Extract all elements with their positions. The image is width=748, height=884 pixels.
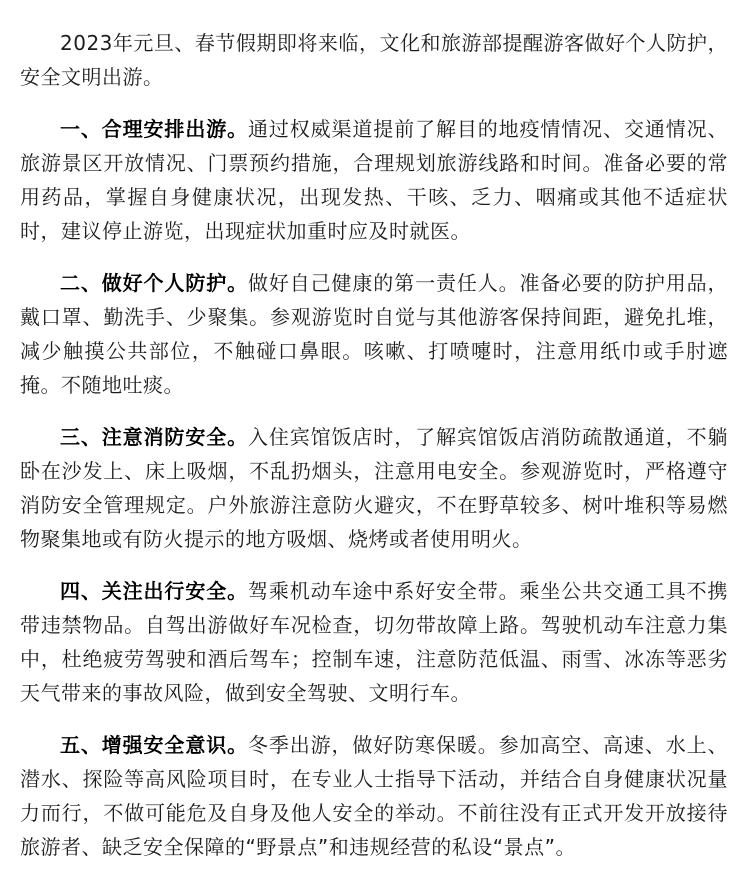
section-4-paragraph: [20, 574, 728, 710]
section-1-paragraph: [20, 112, 728, 248]
section-5-paragraph: [20, 728, 728, 864]
section-3-heading: 三、注意消防安全。: [60, 425, 248, 449]
section-1-heading: 一、合理安排出游。: [60, 117, 248, 141]
section-2-paragraph: [20, 266, 728, 402]
section-2-body: 做好自己健康的第一责任人。准备必要的防护用品，戴口罩、勤洗手、少聚集。参观游览时自觉与其他游客保持间距，避免扎堆，减少触摸公共部位，不触碰口鼻眼。咳嗽、打喷嚏时，注意用纸巾或手肘遮掩。不随地吐痰。: [20, 271, 729, 397]
section-1-body: 通过权威渠道提前了解目的地疫情情况、交通情况、旅游景区开放情况、门票预约措施，合理规划旅游线路和时间。准备必要的常用药品，掌握自身健康状况，出现发热、干咳、乏力、咽痛或其他不适症状时，建议停止游览，出现症状加重时应及时就医。: [20, 117, 729, 243]
section-5-heading: 五、增强安全意识。: [60, 733, 248, 757]
intro-paragraph: 2023年元旦、春节假期即将来临，文化和旅游部提醒游客做好个人防护，安全文明出游。: [20, 31, 728, 89]
section-5-body: 冬季出游，做好防寒保暖。参加高空、高速、水上、潜水、探险等高风险项目时，在专业人士指导下活动，并结合自身健康状况量力而行，不做可能危及自身及他人安全的举动。不前往没有正式开发开放接待旅游者、缺乏安全保障的“野景点”和违规经营的私设“景点”。: [20, 733, 729, 859]
section-2-heading: 二、做好个人防护。: [60, 271, 248, 295]
section-4-heading: 四、关注出行安全。: [60, 579, 248, 603]
section-3-paragraph: [20, 420, 728, 556]
section-3-body: 入住宾馆饭店时，了解宾馆饭店消防疏散通道，不躺卧在沙发上、床上吸烟，不乱扔烟头，注意用电安全。参观游览时，严格遵守消防安全管理规定。户外旅游注意防火避灾，不在野草较多、树叶堆积等易燃物聚集地或有防火提示的地方吸烟、烧烤或者使用明火。: [20, 425, 729, 551]
section-4-body: 驾乘机动车途中系好安全带。乘坐公共交通工具不携带违禁物品。自驾出游做好车况检查，切勿带故障上路。驾驶机动车注意力集中，杜绝疲劳驾驶和酒后驾车；控制车速，注意防范低温、雨雪、冰冻等恶劣天气带来的事故风险，做到安全驾驶、文明行车。: [20, 579, 729, 705]
